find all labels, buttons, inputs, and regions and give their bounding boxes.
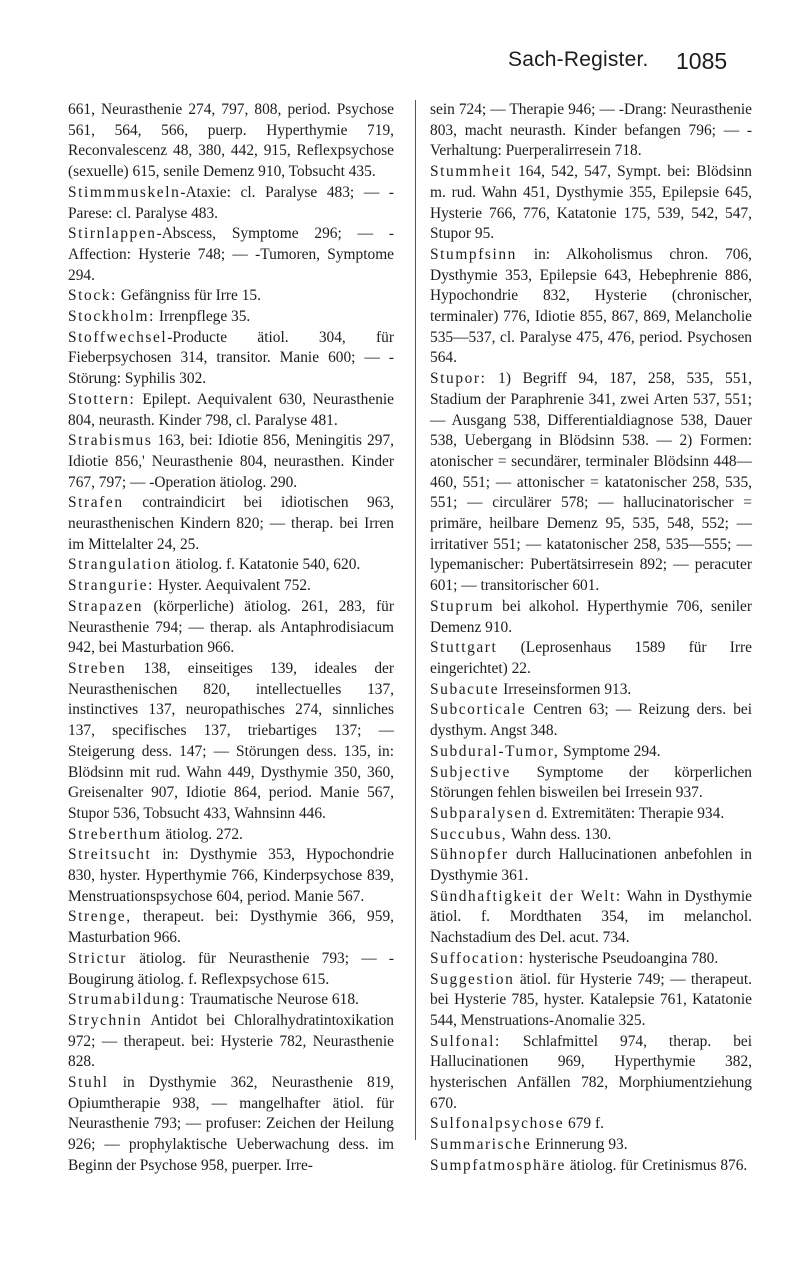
index-entry (430, 369, 752, 597)
index-term: Strafen (68, 494, 124, 512)
index-references: Traumatische Neurose 618. (186, 991, 359, 1009)
index-term: Streberthum (68, 825, 162, 843)
index-entry (68, 990, 394, 1011)
index-entry (430, 970, 752, 1032)
index-entry (68, 224, 394, 286)
page-header (0, 48, 801, 84)
index-term: Strangulation (68, 556, 172, 574)
index-term: Sündhaftigkeit der Welt: (430, 887, 622, 905)
index-references: -Ataxie: cl. Paralyse 483; — -Parese: cl. Paralyse 483. (68, 183, 394, 222)
running-title: Sach-Register. (508, 48, 649, 71)
index-term: Sühnopfer (430, 846, 509, 864)
index-entry (430, 1156, 752, 1177)
index-term: Stoffwechsel (68, 328, 168, 346)
index-references: ätiolog. für Neurasthenie 793; — -Bougirung ätiolog. f. Reflexpsychose 615. (68, 949, 394, 988)
index-term: Stupor: (430, 370, 487, 388)
index-references: contraindicirt bei idiotischen 963, neurasthenischen Kindern 820; — therap. bei Irren im Mittelalter 24, 25. (68, 494, 394, 553)
index-references: Irrenpflege 35. (154, 308, 251, 326)
index-entry (68, 949, 394, 990)
index-entry (68, 307, 394, 328)
index-entry (430, 825, 752, 846)
index-entry (68, 576, 394, 597)
index-term: Suffocation: (430, 949, 526, 967)
index-entry (430, 638, 752, 679)
index-references: Centren 63; — Reizung ders. bei dysthym. Angst 348. (430, 701, 752, 740)
index-references: 661, Neurasthenie 274, 797, 808, period. Psychose 561, 564, 566, puerp. Hyperthymie 719, Reconvalescenz 48, 380, 442, 915, Reflexpsychose (sexuelle) 615, senile Demenz 910, Tobsucht 435. (68, 101, 394, 181)
index-references: Symptome der körperlichen Störungen fehlen bisweilen bei Irresein 937. (430, 763, 752, 802)
index-entry (430, 1114, 752, 1135)
index-term: Sulfonal: (430, 1032, 501, 1050)
index-entry (430, 680, 752, 701)
index-entry (68, 845, 394, 907)
index-entry (430, 742, 752, 763)
index-term: Subjective (430, 763, 511, 781)
index-term: Summarische (430, 1136, 532, 1154)
index-references: hysterische Pseudoangina 780. (525, 949, 719, 967)
right-column (430, 100, 752, 1177)
index-entry (68, 555, 394, 576)
index-entry (68, 431, 394, 493)
index-term: Strapazen (68, 597, 144, 615)
index-references: 1) Begriff 94, 187, 258, 535, 551, Stadium der Paraphrenie 341, zwei Arten 537, 551; — Ausgang 538, Differentialdiagnose 538, Dauer 538, Uebergang in Blödsinn 538. — 2) Formen: atonischer = secundärer, terminaler Blödsinn 448—460, 551; — attonischer = katatonischer 258, 535, 551; — circulärer 578; — hallucinatorischer = primäre, heilbare Demenz 95, 535, 548, 552; — irritativer 551; — katatonischer 258, 535—555; — lypemanischer: Pubertätsirresein 892; — peracuter 601; — transitorischer 601. (430, 370, 752, 595)
index-entry (430, 597, 752, 638)
index-references: (Leprosenhaus 1589 für Irre eingerichtet) 22. (430, 639, 752, 677)
index-term: Stuprum (430, 597, 495, 615)
index-references: 164, 542, 547, Sympt. bei: Blödsinn m. rud. Wahn 451, Dysthymie 355, Epilepsie 645, Hysterie 766, 776, Katatonie 175, 539, 542, 547, Stupor 95. (430, 163, 752, 243)
index-references: in: Alkoholismus chron. 706, Dysthymie 353, Epilepsie 643, Hebephrenie 886, Hypochondrie 832, Hysterie (chronischer, terminaler) 776, Idiotie 855, 867, 869, Melancholie 535—537, cl. Paralyse 475, 476, period. Psychosen 564. (430, 245, 752, 367)
index-entry (430, 763, 752, 804)
index-entry (430, 162, 752, 245)
index-references: 163, bei: Idiotie 856, Meningitis 297, Idiotie 856,' Neurasthenie 804, neurasthen. Kinder 767, 797; — -Operation ätiolog. 290. (68, 432, 394, 491)
index-references: Erinnerung 93. (531, 1136, 628, 1154)
index-entry (430, 700, 752, 741)
index-term: Stuhl (68, 1074, 109, 1092)
index-entry (68, 825, 394, 846)
index-term: Strangurie: (68, 577, 154, 595)
index-term: Strabismus (68, 432, 153, 450)
index-term: Stimmmuskeln (68, 183, 181, 201)
index-references: in: Dysthymie 353, Hypochondrie 830, hyster. Hyperthymie 766, Kinderpsychose 839, Menstruationspsychose 604, period. Manie 567. (68, 846, 394, 905)
index-entry (68, 907, 394, 948)
index-term: Succubus, (430, 825, 508, 843)
index-entry (430, 949, 752, 970)
index-references: 679 f. (564, 1115, 604, 1133)
index-entry (68, 1011, 394, 1073)
index-term: Subdural-Tumor, (430, 742, 560, 760)
index-references: Gefängniss für Irre 15. (116, 287, 261, 305)
index-references: 138, einseitiges 139, ideales der Neurasthenischen 820, intellectuelles 137, instinctives 137, neuropathisches 274, sinnliches 137, specifisches 137, triebartiges 137; — Steigerung dess. 147; — Störungen dess. 135, in: Blödsinn mit rud. Wahn 449, Dysthymie 350, 360, Greisenalter 907, Idiotie 864, period. Manie 567, Stupor 536, Tobsucht 433, Wahnsinn 446. (68, 659, 394, 822)
index-term: Sumpfatmosphäre (430, 1156, 566, 1174)
index-references: (körperliche) ätiolog. 261, 283, für Neurasthenie 794; — therap. als Antaphrodisiacum 942, bei Masturbation 966. (68, 597, 394, 657)
index-term: Subcorticale (430, 701, 527, 719)
index-entry (68, 328, 394, 390)
index-term: Sulfonalpsychose (430, 1115, 565, 1133)
index-references: Symptome 294. (559, 742, 661, 760)
index-entry (68, 659, 394, 825)
index-entry (430, 804, 752, 825)
index-term: Suggestion (430, 970, 515, 988)
index-term: Streben (68, 659, 127, 677)
index-term: Stuttgart (430, 639, 498, 657)
index-references: Hyster. Aequivalent 752. (154, 577, 311, 595)
index-references: Schlafmittel 974, therap. bei Hallucinationen 969, Hyperthymie 382, hysterischen Anfällen 782, Morphiumentziehung 670. (430, 1032, 752, 1112)
index-term: Strumabildung: (68, 991, 187, 1009)
index-term: Strenge, (68, 908, 132, 926)
index-entry (430, 1135, 752, 1156)
index-references: sein 724; — Therapie 946; — -Drang: Neurasthenie 803, macht neurasth. Kinder befangen 796; — -Verhaltung: Puerperalirresein 718. (430, 101, 752, 160)
index-references: in Dysthymie 362, Neurasthenie 819, Opiumtherapie 938, — mangelhafter ätiol. für Neurasthenie 793; — profuser: Zeichen der Heilung 926; — prophylaktische Ueberwachung dess. im Beginn der Psychose 958, puerper. Irre- (68, 1074, 394, 1174)
index-entry (68, 286, 394, 307)
index-references: Wahn in Dysthymie ätiol. f. Mordthaten 354, im melanchol. Nachstadium des Del. acut. 734. (430, 887, 753, 947)
index-term: Strictur (68, 949, 127, 967)
index-term: Stirnlappen (68, 225, 157, 243)
left-column (68, 100, 394, 1177)
index-references: durch Hallucinationen anbefohlen in Dysthymie 361. (430, 846, 752, 885)
index-entry (430, 1032, 752, 1115)
index-entry (430, 100, 752, 162)
page-number: 1085 (676, 48, 728, 74)
index-references: bei alkohol. Hyperthymie 706, seniler Demenz 910. (430, 597, 752, 636)
index-references: Irreseinsformen 913. (499, 680, 632, 698)
index-term: Stummheit (430, 163, 512, 181)
index-references: d. Extremitäten: Therapie 934. (532, 804, 725, 822)
index-references: therapeut. bei: Dysthymie 366, 959, Masturbation 966. (68, 908, 394, 947)
index-entry (430, 845, 752, 886)
index-references: -Producte ätiol. 304, für Fieberpsychosen 314, transitor. Manie 600; — -Störung: Syphilis 302. (68, 328, 394, 388)
index-entry (68, 493, 394, 555)
index-term: Stock: (68, 287, 117, 305)
index-references: ätiolog. für Cretinismus 876. (566, 1156, 748, 1174)
index-term: Subacute (430, 680, 500, 698)
index-references: -Abscess, Symptome 296; — -Affection: Hysterie 748; — -Tumoren, Symptome 294. (68, 225, 394, 284)
index-entry (68, 100, 394, 183)
index-entry (430, 245, 752, 369)
index-entry (68, 183, 394, 224)
index-references: ätiolog. f. Katatonie 540, 620. (171, 556, 361, 574)
index-term: Stumpfsinn (430, 245, 517, 263)
index-references: ätiol. für Hysterie 749; — therapeut. bei Hysterie 785, hyster. Katalepsie 761, Katatonie 544, Menstruations-Anomalie 325. (430, 970, 752, 1029)
index-entry (68, 1073, 394, 1177)
index-references: Epilept. Aequivalent 630, Neurasthenie 804, neurasth. Kinder 798, cl. Paralyse 481. (68, 390, 394, 429)
index-term: Subparalysen (430, 804, 533, 822)
index-entry (68, 597, 394, 659)
index-entry (430, 887, 752, 949)
index-references: Wahn dess. 130. (507, 825, 612, 843)
index-references: Antidot bei Chloralhydratintoxikation 972; — therapeut. bei: Hysterie 782, Neurasthenie 828. (68, 1011, 394, 1071)
index-term: Stockholm: (68, 308, 155, 326)
index-entry (68, 390, 394, 431)
index-term: Stottern: (68, 390, 136, 408)
index-references: ätiolog. 272. (161, 825, 243, 843)
column-divider (415, 100, 416, 1140)
index-term: Streitsucht (68, 846, 152, 864)
index-term: Strychnin (68, 1011, 143, 1029)
